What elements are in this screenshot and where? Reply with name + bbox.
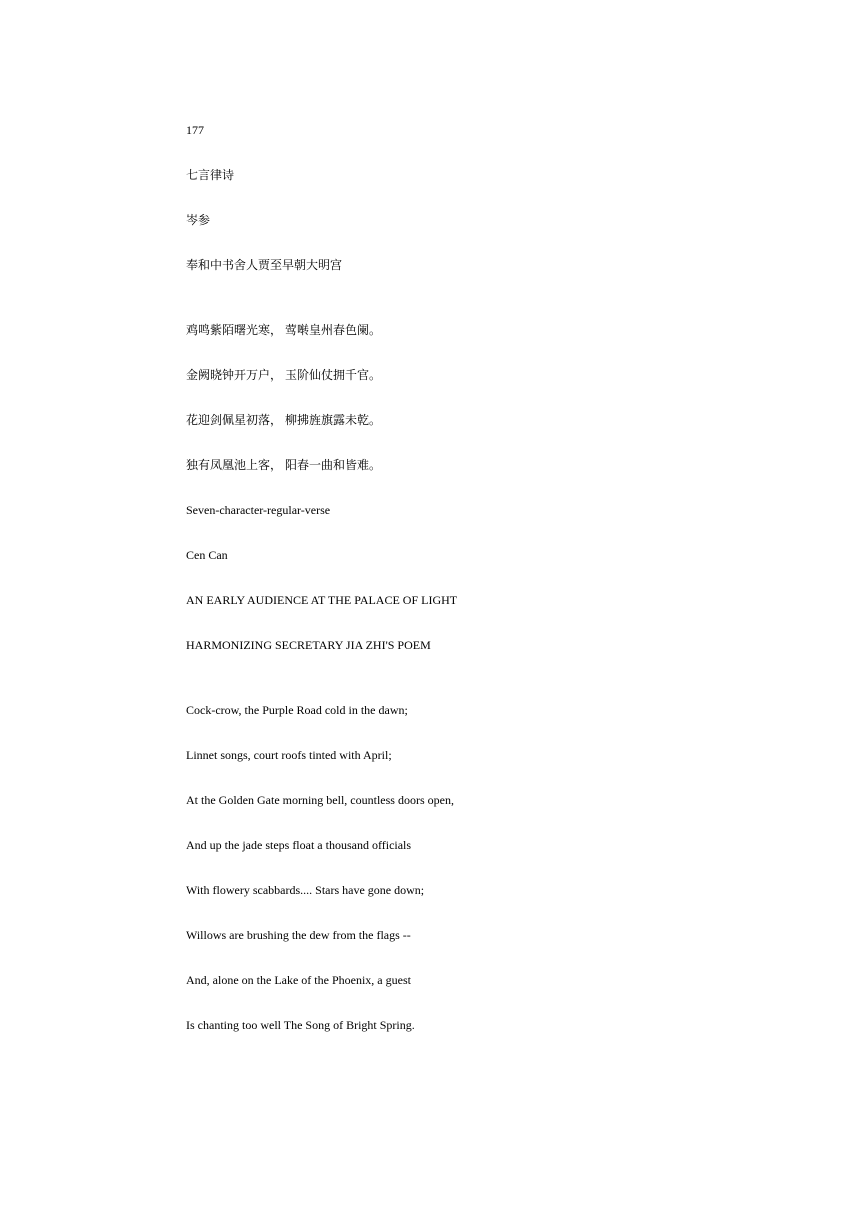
- chinese-poem-line: 金阙晓钟开万户， 玉阶仙仗拥千官。: [186, 368, 382, 382]
- english-poem-line: And up the jade steps float a thousand officials: [186, 838, 412, 852]
- english-poem-line: Cock-crow, the Purple Road cold in the dawn;: [186, 703, 408, 717]
- chinese-verse-form: 七言律诗: [186, 168, 235, 182]
- spacer: [186, 680, 786, 700]
- english-title: AN EARLY AUDIENCE AT THE PALACE OF LIGHT: [186, 593, 458, 607]
- english-poem-line: And, alone on the Lake of the Phoenix, a guest: [186, 973, 411, 987]
- page-number: 177: [186, 123, 204, 137]
- english-poem-line: Is chanting too well The Song of Bright Spring.: [186, 1018, 415, 1032]
- chinese-title: 奉和中书舍人贾至早朝大明宫: [186, 258, 343, 272]
- english-verse-form: Seven-character-regular-verse: [186, 503, 331, 517]
- english-poem-line: With flowery scabbards.... Stars have gone down;: [186, 883, 425, 897]
- chinese-author: 岑参: [186, 213, 211, 227]
- english-poem-line: Linnet songs, court roofs tinted with April;: [186, 748, 392, 762]
- poem-page: [186, 120, 786, 1060]
- spacer: [186, 300, 786, 320]
- english-poem-line: At the Golden Gate morning bell, countless doors open,: [186, 793, 454, 807]
- english-subtitle: HARMONIZING SECRETARY JIA ZHI'S POEM: [186, 638, 431, 652]
- chinese-poem-line: 花迎剑佩星初落， 柳拂旌旗露未乾。: [186, 413, 382, 427]
- english-poem-line: Willows are brushing the dew from the flags --: [186, 928, 411, 942]
- english-author: Cen Can: [186, 548, 228, 562]
- chinese-poem-line: 独有凤凰池上客， 阳春一曲和皆难。: [186, 458, 382, 472]
- chinese-poem-line: 鸡鸣紫陌曙光寒， 莺啭皇州春色阑。: [186, 323, 382, 337]
